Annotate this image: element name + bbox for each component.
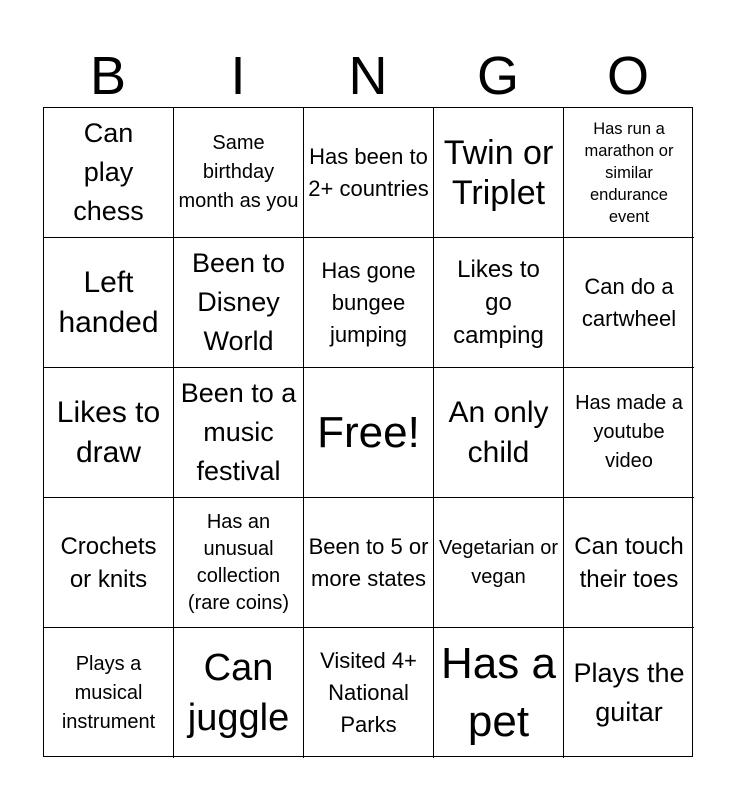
bingo-cell[interactable] <box>174 238 304 368</box>
bingo-cell[interactable] <box>434 368 564 498</box>
cell-text: Can play chess <box>73 118 144 226</box>
cell-text: Likes to go camping <box>453 256 544 349</box>
bingo-cell[interactable] <box>174 628 304 758</box>
cell-text: Has been to 2+ countries <box>308 143 429 201</box>
cell-text: Can touch their toes <box>574 532 684 593</box>
bingo-cell[interactable] <box>434 108 564 238</box>
bingo-cell[interactable] <box>564 238 694 368</box>
bingo-cell[interactable] <box>44 238 174 368</box>
cell-text: Has made a youtube video <box>575 392 683 472</box>
cell-text: Been to Disney World <box>191 248 286 356</box>
bingo-cell[interactable] <box>44 498 174 628</box>
header-letter-n: N <box>348 46 388 106</box>
cell-text: Visited 4+ National Parks <box>320 648 417 737</box>
cell-text: Has an unusual collection (rare coins) <box>187 510 290 614</box>
cell-text: Plays the guitar <box>573 658 685 727</box>
cell-text: Vegetarian or vegan <box>439 536 558 588</box>
cell-text: Crochets or knits <box>60 532 157 593</box>
bingo-cell[interactable] <box>174 368 304 498</box>
header-letter-g: G <box>476 46 519 106</box>
bingo-cell[interactable] <box>434 238 564 368</box>
bingo-cell[interactable] <box>304 108 434 238</box>
bingo-cell[interactable] <box>174 108 304 238</box>
bingo-cell[interactable] <box>564 498 694 628</box>
header-letter-i: I <box>230 46 246 106</box>
cell-text: Been to 5 or more states <box>308 533 429 591</box>
bingo-cell[interactable] <box>44 628 174 758</box>
cell-text: Can do a cartwheel <box>581 273 677 331</box>
cell-text: Same birthday month as you <box>178 132 299 212</box>
bingo-cell-free[interactable] <box>304 368 434 498</box>
bingo-cell[interactable] <box>304 238 434 368</box>
cell-text: Twin or Triplet <box>443 133 554 212</box>
cell-text: Been to a music festival <box>180 378 297 486</box>
bingo-cell[interactable] <box>44 108 174 238</box>
cell-text: Left handed <box>58 265 159 339</box>
header-letter-o: O <box>606 46 649 106</box>
bingo-cell[interactable] <box>304 498 434 628</box>
cell-text: Can juggle <box>187 647 290 739</box>
cell-text: An only child <box>448 395 549 469</box>
header-letter-b: B <box>89 46 127 106</box>
bingo-cell[interactable] <box>564 108 694 238</box>
cell-text: Likes to draw <box>56 395 161 469</box>
cell-text: Has run a marathon or similar endurance event <box>584 119 674 226</box>
bingo-cell[interactable] <box>564 628 694 758</box>
bingo-cell[interactable] <box>434 498 564 628</box>
bingo-cell[interactable] <box>44 368 174 498</box>
bingo-header <box>43 44 693 108</box>
bingo-cell[interactable] <box>304 628 434 758</box>
bingo-grid <box>43 107 693 757</box>
cell-text: Has a pet <box>441 639 556 746</box>
cell-text: Plays a musical instrument <box>61 652 156 733</box>
bingo-cell[interactable] <box>174 498 304 628</box>
free-space-text: Free! <box>317 407 420 457</box>
bingo-cell[interactable] <box>564 368 694 498</box>
bingo-cell[interactable] <box>434 628 564 758</box>
cell-text: Has gone bungee jumping <box>321 257 416 347</box>
